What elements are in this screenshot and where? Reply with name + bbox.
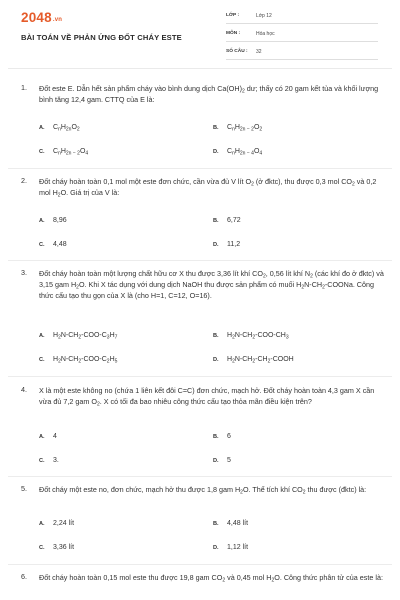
option-text: $H_2N-CH_2-COO-C_2H_5$ [53, 356, 118, 365]
option-text: 4,48 [53, 241, 67, 248]
option-b[interactable] [213, 217, 241, 224]
question-number: 6. [21, 572, 27, 581]
question-number: 4. [21, 385, 27, 394]
question-divider [8, 476, 392, 477]
question-number: 3. [21, 268, 27, 277]
option-a[interactable] [39, 520, 74, 527]
question-text: Đốt cháy hoàn toàn một lượng chất hữu cơ X thu được 3,36 lít khí $CO_2$, 0,56 lít khí $N_2$ (các khí đo ở đktc) và 3,15 gam $H_2O$. Khi X tác dụng với dung dịch NaOH thu được sản phẩm có muối $H_2N-CH_2$-COONa. Công thức cấu tạo thu gọn của X là (cho H=1, C=12, O=16). [39, 269, 384, 300]
header-divider [8, 68, 392, 69]
option-d[interactable] [213, 544, 248, 551]
question-text: Đốt cháy hoàn toàn 0,15 mol este thu được 19,8 gam $CO_2$ và 0,45 mol $H_2O$. Công thức phân tử của este là: [39, 573, 383, 584]
option-a[interactable] [39, 124, 80, 131]
option-text: 3. [53, 457, 59, 464]
question-divider [8, 376, 392, 377]
page-header [0, 0, 400, 64]
option-text: 3,36 lít [53, 544, 75, 551]
option-letter: C. [39, 545, 45, 551]
option-letter: A. [39, 521, 45, 527]
option-letter: B. [213, 521, 219, 527]
option-letter: B. [213, 125, 219, 131]
option-letter: D. [213, 242, 219, 248]
option-d[interactable] [213, 241, 240, 248]
option-text: $H_2N-CH_2-COO-C_3H_7$ [53, 332, 118, 341]
option-a[interactable] [39, 217, 67, 224]
question-divider [8, 168, 392, 169]
meta-info [226, 10, 378, 64]
option-text: 4 [53, 433, 57, 440]
option-text: $C_nH_{2n}O_2$ [53, 124, 80, 133]
option-text: 2,24 lít [53, 520, 75, 527]
option-letter: A. [39, 218, 45, 224]
option-b[interactable] [213, 520, 248, 527]
question-text: Đốt este E. Dẫn hết sản phẩm cháy vào bình dung dịch $Ca(OH)_2$ dư; thấy có 20 gam kết tủa và khối lượng bình tăng 12,4 gam. CTTQ của E là: [39, 84, 379, 104]
option-text: 6 [227, 433, 231, 440]
logo-main: 2048 [21, 10, 52, 25]
option-d[interactable] [213, 148, 262, 155]
option-letter: B. [213, 333, 219, 339]
option-text: 1,12 lít [227, 544, 249, 551]
option-d[interactable] [213, 457, 231, 464]
option-c[interactable] [39, 241, 67, 248]
option-b[interactable] [213, 124, 262, 131]
option-letter: A. [39, 434, 45, 440]
question-text: X là một este không no (chứa 1 liên kết đôi C=C) đơn chức, mạch hở. Đốt cháy hoàn toàn 4,3 gam X cần vừa đủ 7,2 gam $O_2$. X có tối đa bao nhiêu công thức cấu tạo thỏa mãn điều kiện trên? [39, 386, 375, 408]
site-logo[interactable] [21, 10, 62, 25]
option-letter: C. [39, 149, 45, 155]
option-b[interactable] [213, 332, 289, 339]
option-text: 5 [227, 457, 231, 464]
option-c[interactable] [39, 544, 74, 551]
question-divider [8, 260, 392, 261]
question-text: Đốt cháy một este no, đơn chức, mạch hở thu được 1,8 gam $H_2O$. Thể tích khí $CO_2$ thu được (đktc) là: [39, 485, 367, 496]
option-text: $C_nH_{2n - 4}O_4$ [227, 148, 263, 157]
option-letter: D. [213, 545, 219, 551]
option-letter: D. [213, 149, 219, 155]
meta-row-count [226, 46, 378, 60]
option-a[interactable] [39, 332, 117, 339]
question-text: Đốt cháy hoàn toàn 0,1 mol một este đơn chức, cần vừa đủ V lít $O_2$ (ở đktc), thu được 0,3 mol $CO_2$ và 0,2 mol $H_2O$. Giá trị của V là: [39, 177, 377, 199]
option-b[interactable] [213, 433, 231, 440]
logo-suffix: .vn [52, 17, 63, 23]
option-c[interactable] [39, 148, 88, 155]
option-text: 11,2 [227, 241, 241, 248]
option-letter: C. [39, 242, 45, 248]
option-text: $H_2N-CH_2-CH_2$-COOH [227, 356, 294, 365]
meta-value: Lớp 12 [256, 13, 272, 19]
option-text: 4,48 lít [227, 520, 249, 527]
option-letter: C. [39, 357, 45, 363]
option-text: $H_2N-CH_2-COO-CH_3$ [227, 332, 289, 341]
question-divider [8, 564, 392, 565]
meta-row-subject [226, 28, 378, 42]
meta-value: 32 [256, 49, 262, 55]
option-text: $C_nH_{2n - 2}O_2$ [227, 124, 263, 133]
option-letter: A. [39, 333, 45, 339]
option-letter: B. [213, 434, 219, 440]
option-text: 6,72 [227, 217, 241, 224]
option-c[interactable] [39, 356, 117, 363]
option-letter: B. [213, 218, 219, 224]
meta-row-class [226, 10, 378, 24]
option-letter: D. [213, 357, 219, 363]
option-letter: A. [39, 125, 45, 131]
question-number: 1. [21, 83, 27, 92]
option-text: 8,96 [53, 217, 67, 224]
option-d[interactable] [213, 356, 294, 363]
meta-label: LỚP : [226, 13, 240, 18]
meta-value: Hóa học [256, 31, 275, 37]
option-a[interactable] [39, 433, 57, 440]
question-number: 2. [21, 176, 27, 185]
option-letter: C. [39, 458, 45, 464]
question-number: 5. [21, 484, 27, 493]
document-title: BÀI TOÁN VỀ PHẢN ỨNG ĐỐT CHÁY ESTE [21, 33, 182, 42]
option-c[interactable] [39, 457, 59, 464]
option-text: $C_nH_{2n - 2}O_4$ [53, 148, 89, 157]
meta-label: MÔN : [226, 31, 241, 36]
meta-label: SỐ CÂU : [226, 49, 248, 54]
option-letter: D. [213, 458, 219, 464]
